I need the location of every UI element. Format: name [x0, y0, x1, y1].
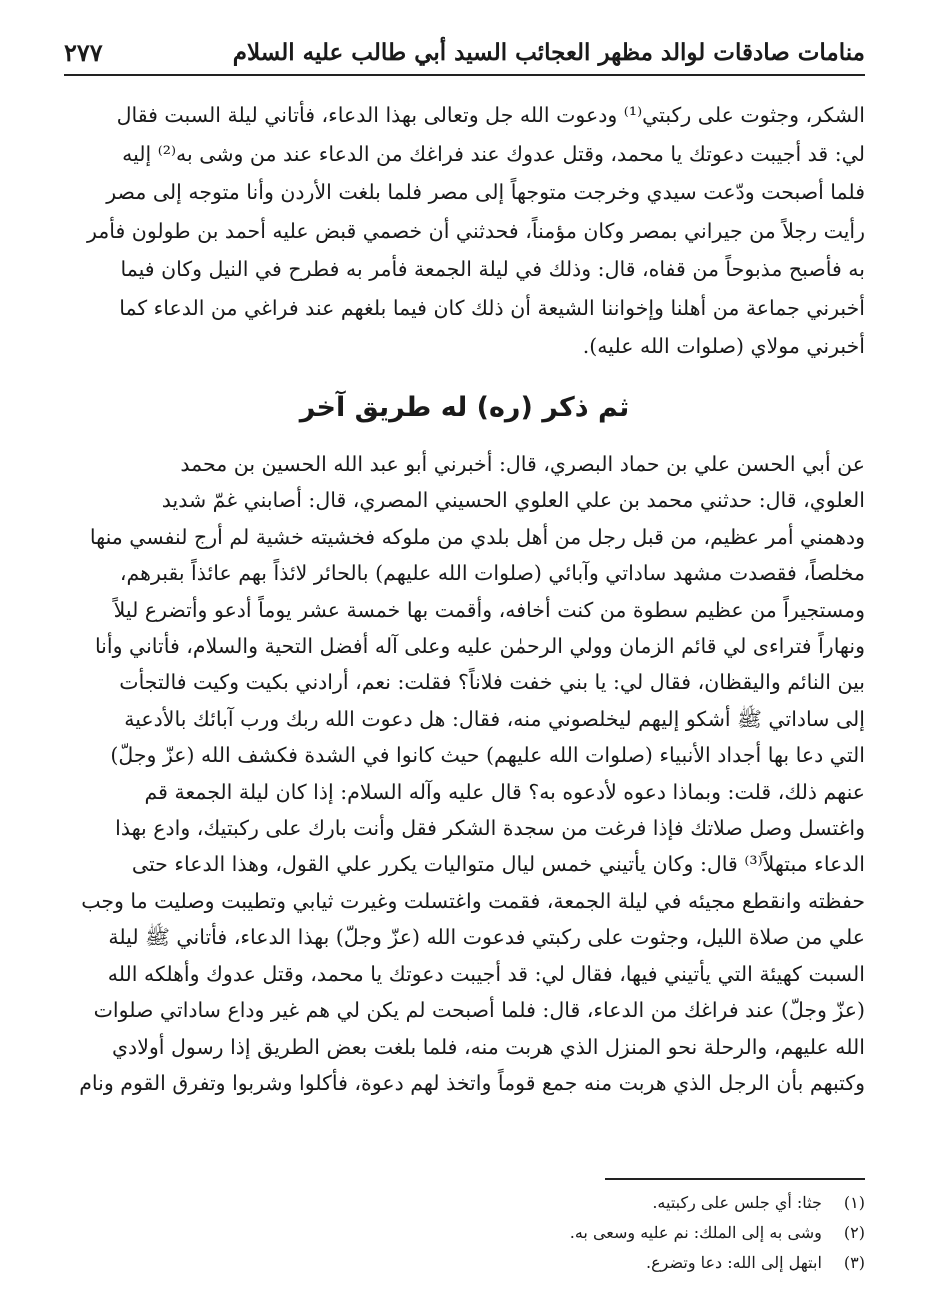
text-line: بين النائم واليقظان، فقال لي: يا بني خفت فلاناً؟ فقلت: نعم، أرادني بكيت وكيت فالتجأت [119, 670, 865, 695]
footnote-text: جثا: أي جلس على ركبتيه. [652, 1193, 822, 1212]
page-number: ٢٧٧ [64, 37, 103, 67]
footnote [64, 1248, 865, 1278]
text-line: (عزّ وجلّ) عند فراغك من الدعاء، قال: فلما أصبحت لم يكن لي هم غير وداع ساداتي صلوات [93, 998, 865, 1023]
footnote-number: (٢) [843, 1223, 865, 1242]
footnote-text: ابتهل إلى الله: دعا وتضرع. [646, 1253, 822, 1272]
text-line: وكتبهم بأن الرجل الذي هربت منه جمع قوماً واتخذ لهم دعوة، فأكلوا وشربوا وتفرق القوم ونام [79, 1070, 865, 1095]
text-line: مخلصاً، فقصدت مشهد ساداتي وآبائي (صلوات الله عليهم) بالحائر لائذاً بهم عائذاً بقبرهم، [119, 561, 865, 586]
text-line: التي دعا بها أجداد الأنبياء (صلوات الله عليهم) حيث كانوا في الشدة فكشف الله (عزّ وجلّ) [110, 743, 865, 768]
text-line: السبت كهيئة التي يأتيني فيها، فقال لي: قد أجيبت دعوتك يا محمد، وقتل عدوك وأهلكه الله [107, 961, 865, 986]
text-line: فلما أصبحت ودّعت سيدي وخرجت متوجهاً إلى مصر فلما بلغت الأردن وأنا متوجه إلى مصر [106, 180, 865, 204]
paragraph-top [64, 96, 865, 366]
text-line: ودهمني أمر عظيم، من قبل رجل من أهل بلدي من ملوكه فخشيته خشية لم أرج لنفسي منها [89, 524, 865, 549]
text-line: ونهاراً فتراءى لي قائم الزمان وولي الرحمٰن عليه وعلى آله أفضل التحية والسلام، فأتاني وأنا [94, 634, 865, 659]
page-header [64, 30, 865, 76]
footnote [64, 1188, 865, 1218]
text-line: إلى ساداتي ﷺ أشكو إليهم ليخلصوني منه، فقال: هل دعوت الله ربك ورب آبائك بالأدعية [124, 706, 865, 731]
text-line: أخبرني جماعة من أهلنا وإخواننا الشيعة أن ذلك كان فيما بلغهم عند فراغي من الدعاء كما [119, 295, 865, 320]
text-line: الشكر، وجثوت على ركبتي⁽¹⁾ ودعوت الله جل وتعالى بهذا الدعاء، فأتاني ليلة السبت فقال [116, 103, 865, 127]
text-line: حفظته وانقطع مجيئه في ليلة الجمعة، فقمت واغتسلت وغيرت ثيابي وتطيبت وصليت ما وجب [81, 888, 865, 913]
paragraph-main [64, 446, 865, 1101]
text-line: رأيت رجلاً من جيراني بمصر وكان مؤمناً، فحدثني أن خصمي قبض عليه أحمد بن طولون فأمر [86, 218, 865, 243]
footnotes [64, 1188, 865, 1278]
footnote-number: (١) [843, 1193, 865, 1212]
footnote [64, 1218, 865, 1248]
footnote-text: وشى به إلى الملك: نم عليه وسعى به. [569, 1223, 822, 1242]
text-line: أخبرني مولاي (صلوات الله عليه). [582, 334, 865, 358]
text-line: لي: قد أجيبت دعوتك يا محمد، وقتل عدوك عند فراغك من الدعاء عند من وشى به⁽²⁾ إليه [122, 141, 865, 166]
text-line: علي من صلاة الليل، وجثوت على ركبتي فدعوت الله (عزّ وجلّ) بهذا الدعاء، فأتاني ﷺ ليلة [108, 925, 865, 950]
footnote-divider [605, 1178, 865, 1180]
text-line: عن أبي الحسن علي بن حماد البصري، قال: أخبرني أبو عبد الله الحسين بن محمد [180, 452, 865, 476]
text-line: الدعاء مبتهلاً⁽³⁾ قال: وكان يأتيني خمس ليال متواليات يكرر علي القول، وهذا الدعاء حتى [131, 852, 865, 877]
text-line: العلوي، قال: حدثني محمد بن علي العلوي الحسيني المصري، قال: أصابني غمّ شديد [161, 488, 865, 513]
footnote-number: (٣) [843, 1253, 865, 1272]
running-title: منامات صادقات لوالد مظهر العجائب السيد أبي طالب عليه السلام [232, 38, 865, 66]
text-line: عنهم ذلك، قلت: وبماذا دعوه لأدعوه به؟ قال عليه وآله السلام: إذا كان ليلة الجمعة قم [144, 779, 865, 804]
section-heading: ثم ذكر (ره) له طريق آخر [299, 392, 630, 423]
text-line: به فأصبح مذبوحاً من قفاه، قال: وذلك في ليلة الجمعة فأمر به فطرح في النيل وكان فيما [120, 257, 865, 281]
text-line: الله عليهم، والرحلة نحو المنزل الذي هربت منه، فلما بلغت بعض الطريق إذا رسول أولادي [112, 1034, 865, 1059]
text-line: واغتسل وصل صلاتك فإذا فرغت من سجدة الشكر فقل وأنت بارك على ركبتيك، وادع بهذا [115, 816, 865, 841]
text-line: ومستجيراً من عظيم سطوة من كنت أخافه، وأقمت بها خمسة عشر يوماً أدعو وأتضرع ليلاً [113, 597, 865, 622]
